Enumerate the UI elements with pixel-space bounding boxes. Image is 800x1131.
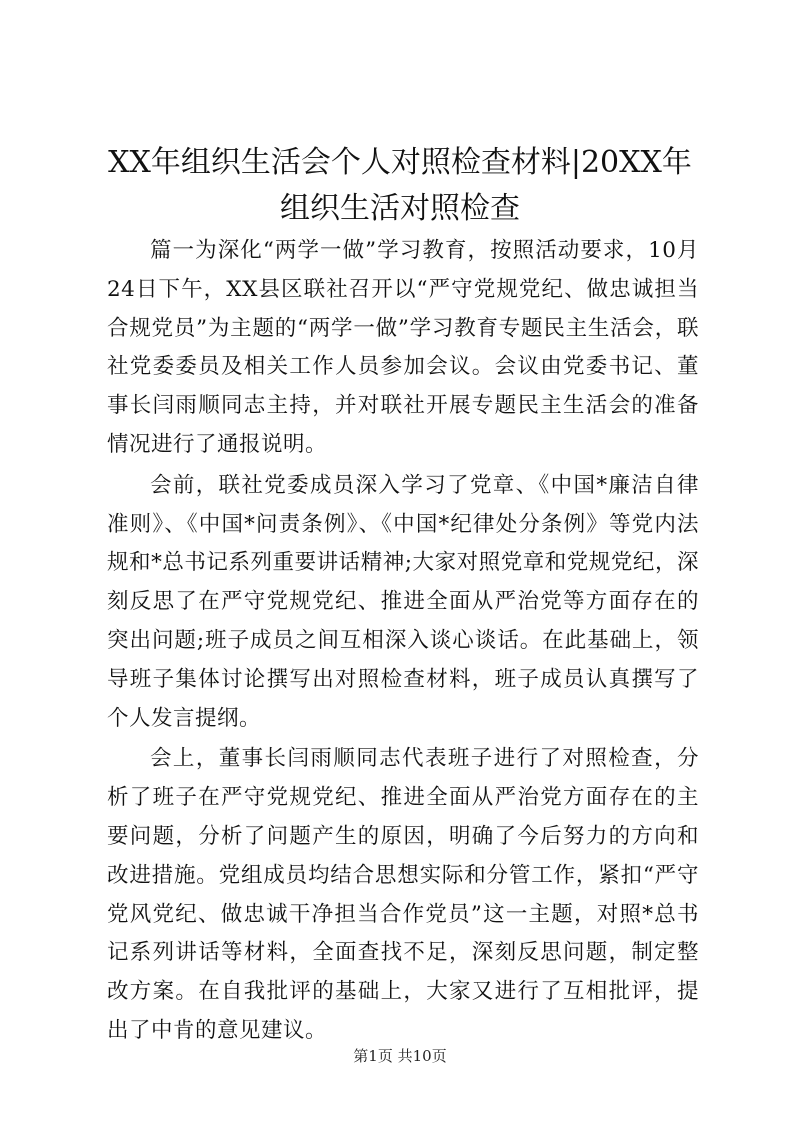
paragraph-3: 会上，董事长闫雨顺同志代表班子进行了对照检查，分析了班子在严守党规党纪、推进全面从严治党方面存在的主要问题，分析了问题产生的原因，明确了今后努力的方向和改进措施。党组成员均结合思想实际和分管工作，紧扣“严守党风党纪、做忠诚干净担当合作党员”这一主题，对照*总书记系列讲话等材料，全面查找不足，深刻反思问题，制定整改方案。在自我批评的基础上，大家又进行了互相批评，提出了中肯的意见建议。 [107, 746, 699, 1043]
paragraph-1: 篇一为深化“两学一做”学习教育，按照活动要求，10月24日下午，XX县区联社召开以“严守党规党纪、做忠诚担当合规党员”为主题的“两学一做”学习教育专题民主生活会，联社党委委员及相关工作人员参加会议。会议由党委书记、董事长闫雨顺同志主持，并对联社开展专题民主生活会的准备情况进行了通报说明。 [107, 238, 699, 457]
page-footer: 第1页 共10页 [353, 1047, 447, 1065]
paragraph-2: 会前，联社党委成员深入学习了党章、《中国*廉洁自律准则》、《中国*问责条例》、《中国*纪律处分条例》等党内法规和*总书记系列重要讲话精神;大家对照党章和党规党纪，深刻反思了在严守党规党纪、推进全面从严治党等方面存在的突出问题;班子成员之间互相深入谈心谈话。在此基础上，领导班子集体讨论撰写出对照检查材料，班子成员认真撰写了个人发言提纲。 [107, 472, 699, 731]
document-body [107, 232, 699, 1053]
document-title: XX年组织生活会个人对照检查材料|20XX年组织生活对照检查 [108, 145, 692, 226]
